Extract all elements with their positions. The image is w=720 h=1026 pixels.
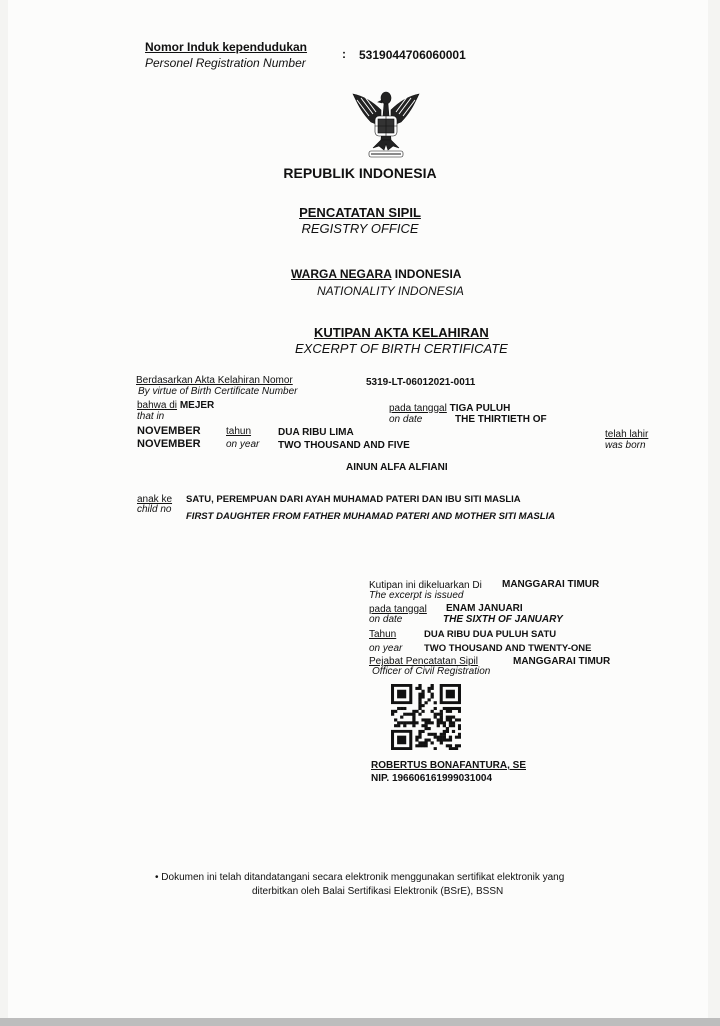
issue-year-value: DUA RIBU DUA PULUH SATU xyxy=(424,629,557,640)
place-label-en: that in xyxy=(137,411,165,422)
nationality-en: NATIONALITY INDONESIA xyxy=(317,284,464,298)
issued-label: Kutipan ini dikeluarkan Di xyxy=(369,580,482,591)
child-label: anak ke xyxy=(137,494,173,505)
place-label: bahwa di xyxy=(137,400,178,411)
month-en: NOVEMBER xyxy=(137,438,201,450)
footer-line-2: diterbitkan oleh Balai Sertifikasi Elektronik (BSrE), BSSN xyxy=(252,886,504,897)
year-value-en: TWO THOUSAND AND FIVE xyxy=(278,440,410,451)
date-value: TIGA PULUH xyxy=(449,403,511,414)
child-description-en: FIRST DAUGHTER FROM FATHER MUHAMAD PATERI AND MOTHER SITI MASLIA xyxy=(186,511,556,522)
certificate-number: 5319-LT-06012021-0011 xyxy=(366,377,476,388)
nik-label-en: Personel Registration Number xyxy=(145,56,306,70)
qr-code-icon xyxy=(391,684,461,750)
officer-place: MANGGARAI TIMUR xyxy=(513,656,611,667)
child-label-en: child no xyxy=(137,504,172,515)
date-label-en: on date xyxy=(389,414,423,425)
born-label: telah lahir xyxy=(605,429,649,440)
born-label-en: was born xyxy=(605,440,646,451)
place-value: MEJER xyxy=(179,400,215,411)
officer-label-en: Officer of Civil Registration xyxy=(372,666,491,677)
footer-line-1: Dokumen ini telah ditandatangani secara elektronik menggunakan sertifikat elektronik yang xyxy=(161,872,565,883)
nik-colon: : xyxy=(342,47,346,61)
date-value-en: THE THIRTIETH OF xyxy=(455,414,547,425)
officer-nip: NIP. 196606161999031004 xyxy=(371,773,493,784)
document-title-en: EXCERPT OF BIRTH CERTIFICATE xyxy=(295,341,508,356)
basis-label: Berdasarkan Akta Kelahiran Nomor xyxy=(136,375,293,386)
nik-label: Nomor Induk kependudukan xyxy=(145,40,308,54)
issue-year-label-en: on year xyxy=(369,643,403,654)
issue-date-value-en: THE SIXTH OF JANUARY xyxy=(443,614,563,625)
issue-year-value-en: TWO THOUSAND AND TWENTY-ONE xyxy=(424,643,592,654)
office-title-en: REGISTRY OFFICE xyxy=(301,221,419,236)
officer-name: ROBERTUS BONAFANTURA, SE xyxy=(371,760,527,771)
nationality-label: WARGA NEGARA xyxy=(291,267,392,281)
issue-date-value: ENAM JANUARI xyxy=(446,603,523,614)
officer-label: Pejabat Pencatatan Sipil xyxy=(369,656,478,667)
issue-date-label: pada tanggal xyxy=(369,604,427,615)
issued-label-en: The excerpt is issued xyxy=(369,590,464,601)
date-label: pada tanggal xyxy=(389,403,447,414)
year-label: tahun xyxy=(226,426,252,437)
year-value: DUA RIBU LIMA xyxy=(278,427,354,438)
nik-value: 5319044706060001 xyxy=(359,48,466,62)
bottom-edge xyxy=(0,1018,720,1026)
issued-place: MANGGARAI TIMUR xyxy=(502,579,600,590)
year-label-en: on year xyxy=(226,439,260,450)
basis-label-en: By virtue of Birth Certificate Number xyxy=(138,386,298,397)
issue-date-label-en: on date xyxy=(369,614,403,625)
month: NOVEMBER xyxy=(137,425,201,437)
child-description: SATU, PEREMPUAN DARI AYAH MUHAMAD PATERI DAN IBU SITI MASLIA xyxy=(186,494,521,505)
issue-year-label: Tahun xyxy=(369,629,397,640)
footer-bullet: • xyxy=(155,872,162,883)
office-title: PENCATATAN SIPIL xyxy=(299,205,421,220)
country-title: REPUBLIK INDONESIA xyxy=(283,165,437,181)
document-title: KUTIPAN AKTA KELAHIRAN xyxy=(314,325,489,340)
garuda-emblem-icon xyxy=(351,88,421,160)
child-name: AINUN ALFA ALFIANI xyxy=(346,462,448,473)
nationality-value: INDONESIA xyxy=(394,267,462,281)
